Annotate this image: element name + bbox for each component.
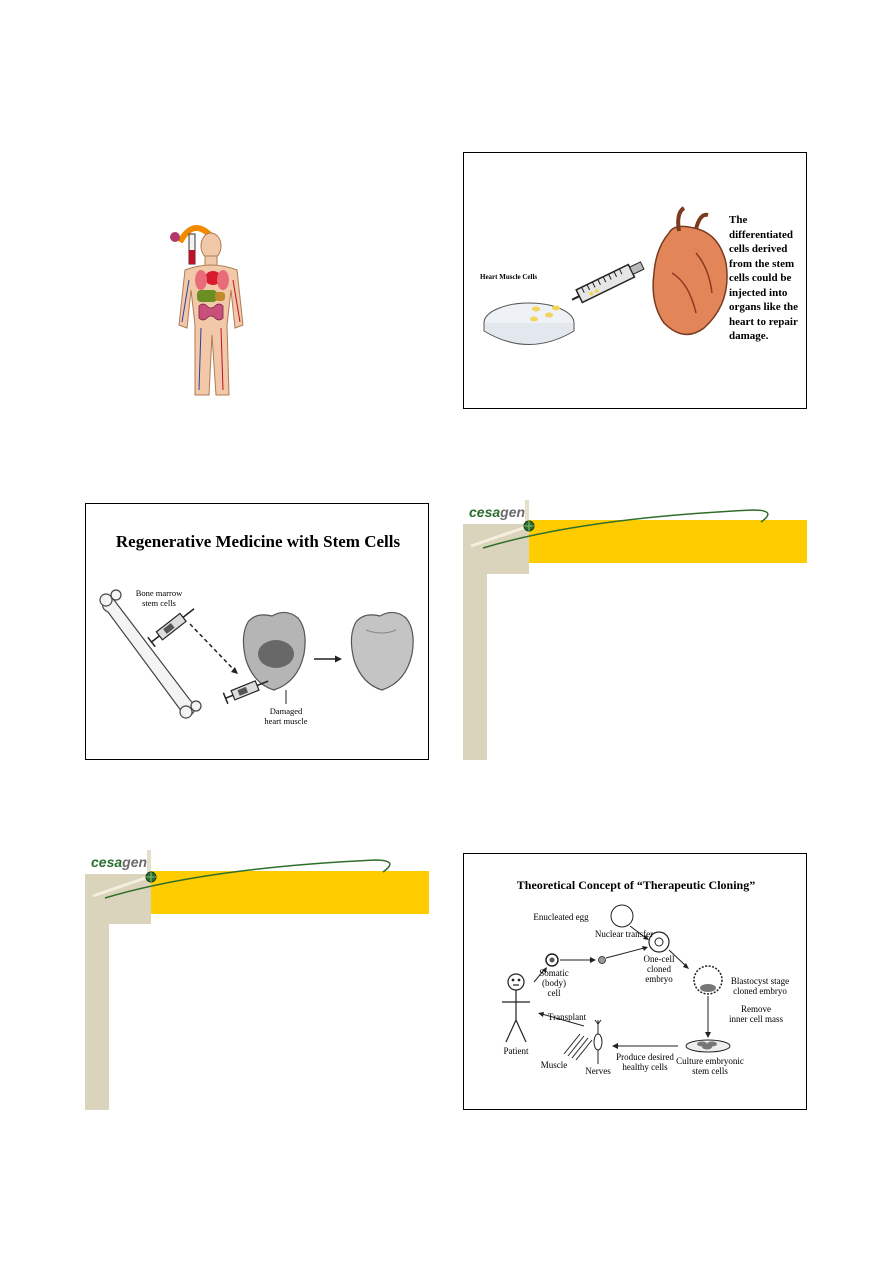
caption-line: injected into bbox=[729, 286, 788, 299]
label-muscle: Muscle bbox=[540, 1060, 568, 1070]
label-transplant: Transplant bbox=[547, 1012, 587, 1022]
petri-dish-icon bbox=[484, 303, 574, 345]
muscle-tissue-icon bbox=[564, 1034, 592, 1060]
egg-icon bbox=[611, 905, 633, 927]
label-line: Remove bbox=[741, 1004, 771, 1014]
slide-title: Theoretical Concept of “Therapeutic Cloning” bbox=[516, 878, 756, 892]
label-line: inner cell mass bbox=[729, 1014, 783, 1024]
logo-suffix: gen bbox=[500, 504, 526, 520]
caption-line: damage. bbox=[729, 330, 769, 342]
label-line: Culture embryonic bbox=[676, 1056, 744, 1066]
label-remove-icm bbox=[714, 1004, 798, 1024]
label-blastocyst bbox=[718, 976, 802, 996]
label-line: healthy cells bbox=[622, 1062, 668, 1072]
slide-cesagen-template-2 bbox=[85, 850, 429, 1110]
caption-line: differentiated bbox=[729, 228, 793, 241]
culture-dish-icon bbox=[686, 1040, 730, 1052]
label-line: cloned bbox=[647, 964, 671, 974]
damaged-heart-icon bbox=[243, 612, 305, 690]
liver-organ bbox=[197, 290, 217, 302]
label-nerves: Nerves bbox=[585, 1066, 611, 1076]
label-line: Blastocyst stage bbox=[730, 976, 790, 986]
cesagen-logo bbox=[469, 504, 525, 520]
slide-body-illustration bbox=[85, 150, 429, 408]
slide-therapeutic-cloning bbox=[463, 853, 807, 1110]
syringe-icon bbox=[569, 259, 645, 306]
label-line: Damaged bbox=[269, 706, 303, 716]
healthy-heart-icon bbox=[351, 612, 413, 690]
label-line: stem cells bbox=[142, 598, 176, 608]
caption-line: heart to repair bbox=[729, 315, 798, 328]
cesagen-logo bbox=[91, 854, 147, 870]
slide-title: Regenerative Medicine with Stem Cells bbox=[115, 532, 401, 551]
dashed-arrow bbox=[190, 624, 238, 674]
caption-line: from the stem bbox=[729, 257, 795, 270]
label-patient: Patient bbox=[503, 1046, 529, 1056]
label-line: embryo bbox=[645, 974, 673, 984]
heart-injection-caption bbox=[729, 213, 809, 344]
bone-icon bbox=[100, 590, 201, 718]
swoosh-graphic bbox=[85, 850, 429, 1110]
heart-icon bbox=[653, 208, 727, 334]
label-line: heart muscle bbox=[264, 716, 308, 726]
lung-right bbox=[217, 270, 229, 290]
stomach-organ bbox=[215, 292, 225, 301]
label-bone-marrow bbox=[124, 588, 194, 608]
patient-figure-icon bbox=[502, 974, 530, 1042]
label-line: stem cells bbox=[692, 1066, 728, 1076]
cell-icon bbox=[170, 232, 180, 242]
label-line: cell bbox=[547, 988, 561, 998]
nerve-cell-icon bbox=[594, 1020, 602, 1064]
label-produce bbox=[610, 1052, 680, 1072]
label-one-cell-embryo bbox=[636, 954, 682, 984]
logo-prefix: cesa bbox=[91, 854, 123, 870]
label-somatic-cell bbox=[534, 968, 574, 998]
label-line: Bone marrow bbox=[135, 588, 183, 598]
caption-line: organs like the bbox=[729, 301, 799, 313]
label-culture bbox=[668, 1056, 752, 1076]
label-line: Produce desired bbox=[616, 1052, 674, 1062]
label-line: One-cell bbox=[643, 954, 675, 964]
slide-heart-injection bbox=[463, 152, 807, 409]
label-nuclear-transfer: Nuclear transfer bbox=[594, 929, 654, 939]
slide-cesagen-template-1 bbox=[463, 500, 807, 760]
heart-muscle-cells-label: Heart Muscle Cells bbox=[480, 273, 538, 281]
human-body-illustration bbox=[85, 150, 429, 408]
label-line: Somatic bbox=[539, 968, 569, 978]
syringe-bone-icon bbox=[148, 604, 198, 647]
caption-line: cells derived bbox=[729, 243, 788, 255]
slide-regenerative-medicine bbox=[85, 503, 429, 760]
label-line: (body) bbox=[542, 978, 566, 988]
swoosh-graphic bbox=[463, 500, 807, 760]
nucleus-icon bbox=[599, 957, 606, 964]
label-damaged-heart bbox=[246, 706, 326, 726]
lung-left bbox=[195, 270, 207, 290]
label-enucleated-egg: Enucleated egg bbox=[533, 912, 589, 922]
logo-prefix: cesa bbox=[469, 504, 501, 520]
caption-line: cells could be bbox=[729, 272, 792, 284]
caption-line: The bbox=[729, 214, 748, 226]
label-line: cloned embryo bbox=[733, 986, 787, 996]
logo-suffix: gen bbox=[122, 854, 148, 870]
